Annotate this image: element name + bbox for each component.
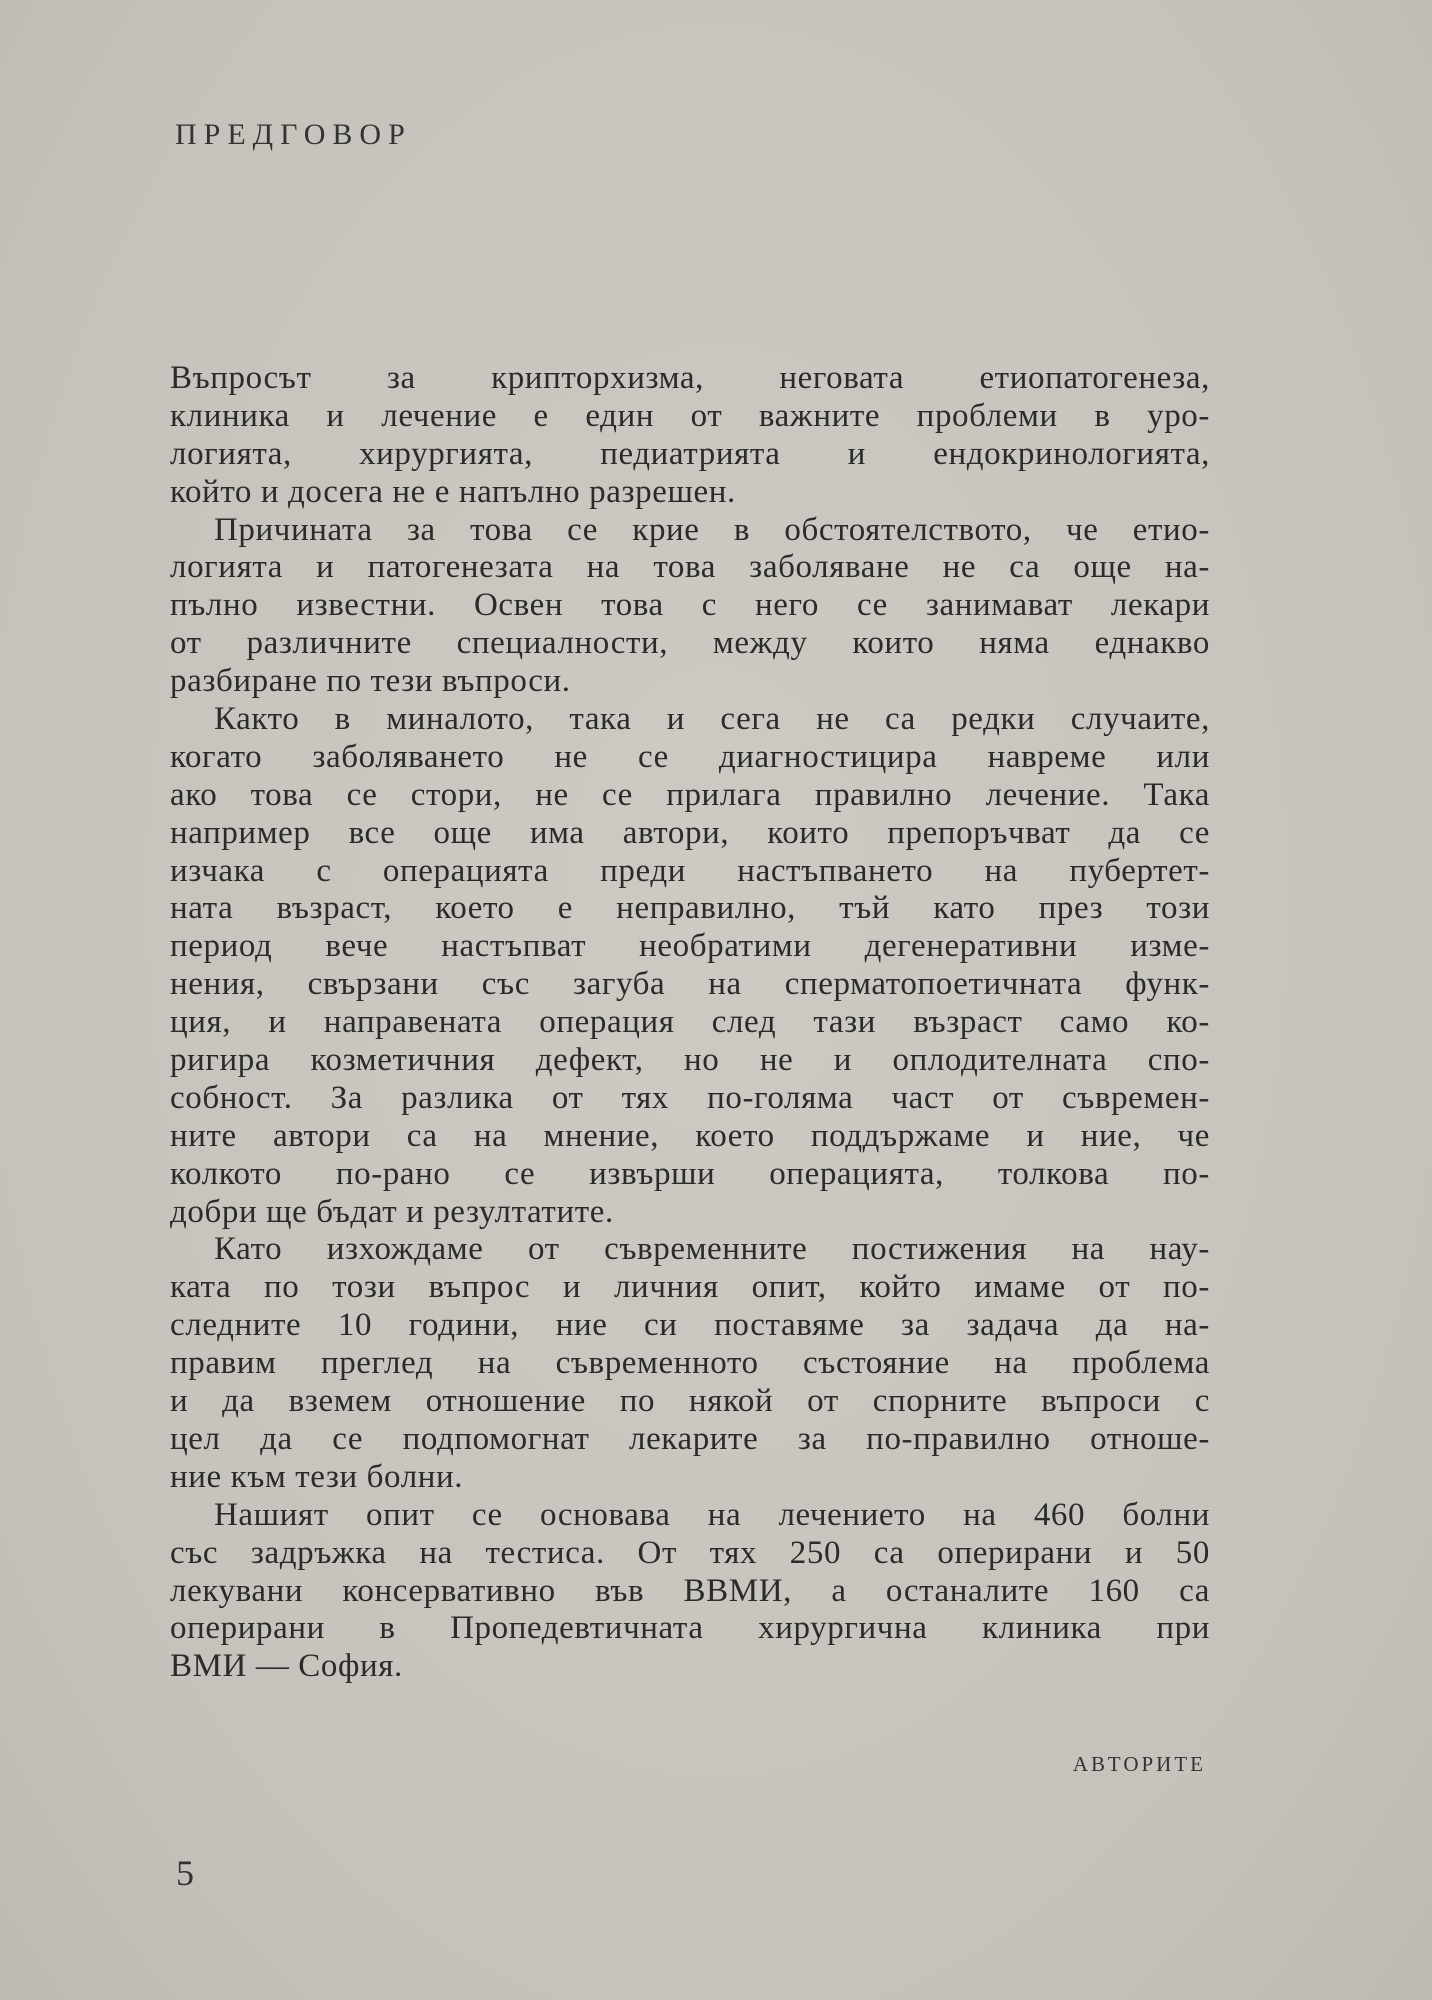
text-line: който и досега не е напълно разрешен. bbox=[170, 473, 736, 510]
text-line: цел да се подпомогнат лекарите за по-правилно отноше- bbox=[170, 1420, 1210, 1457]
text-line: нения, свързани със загуба на сперматопоетичната функ- bbox=[170, 966, 1210, 1003]
text-line: от различните специалности, между които няма еднакво bbox=[170, 625, 1210, 662]
page-number: 5 bbox=[176, 1853, 194, 1893]
text-line: добри ще бъдат и резултатите. bbox=[170, 1193, 614, 1230]
text-line: със задръжка на тестиса. От тях 250 са оперирани и 50 bbox=[170, 1534, 1210, 1571]
text-line: ция, и направената операция след тази възраст само ко- bbox=[170, 1004, 1210, 1041]
text-line: логията и патогенезата на това заболяване не са още на- bbox=[170, 549, 1210, 586]
text-line: Като изхождаме от съвременните постижения на нау- bbox=[214, 1231, 1210, 1268]
text-line: изчака с операцията преди настъпването на пубертет- bbox=[170, 852, 1210, 889]
paragraph bbox=[170, 701, 1210, 1231]
text-line: Причината за това се крие в обстоятелството, че етио- bbox=[214, 511, 1210, 548]
paragraph bbox=[170, 1497, 1210, 1686]
text-line: следните 10 години, ние си поставяме за задача да на- bbox=[170, 1307, 1210, 1344]
text-line: ните автори са на мнение, което поддържаме и ние, че bbox=[170, 1117, 1210, 1154]
text-line: ако това се стори, не се прилага правилно лечение. Така bbox=[170, 776, 1210, 813]
signature: АВТОРИТЕ bbox=[1072, 1752, 1206, 1776]
text-line: пълно известни. Освен това с него се занимават лекари bbox=[170, 587, 1210, 624]
page-title: ПРЕДГОВОР bbox=[175, 118, 412, 151]
text-line: разбиране по тези въпроси. bbox=[170, 663, 571, 700]
text-line: когато заболяването не се диагностицира навреме или bbox=[170, 738, 1210, 775]
text-line: клиника и лечение е един от важните проблеми в уро- bbox=[170, 397, 1210, 434]
text-line: Нашият опит се основава на лечението на 460 болни bbox=[214, 1496, 1210, 1533]
paragraph bbox=[170, 512, 1210, 701]
text-line: оперирани в Пропедевтичната хирургична клиника при bbox=[170, 1610, 1210, 1647]
text-line: лекувани консервативно във ВВМИ, а останалите 160 са bbox=[170, 1572, 1210, 1609]
text-line: правим преглед на съвременното състояние на проблема bbox=[170, 1345, 1210, 1382]
text-line: ната възраст, което е неправилно, тъй като през този bbox=[170, 890, 1210, 927]
text-line: ката по този въпрос и личния опит, който имаме от по- bbox=[170, 1269, 1210, 1306]
text-line: например все още има автори, които препоръчват да се bbox=[170, 814, 1210, 851]
text-line: ВМИ — София. bbox=[170, 1648, 403, 1685]
text-line: и да вземем отношение по някой от спорните въпроси с bbox=[170, 1383, 1210, 1420]
text-line: собност. За разлика от тях по-голяма част от съвремен- bbox=[170, 1079, 1210, 1116]
text-line: логията, хирургията, педиатрията и ендокринологията, bbox=[170, 435, 1210, 472]
text-line: период вече настъпват необратими дегенеративни изме- bbox=[170, 928, 1210, 965]
text-line: ние към тези болни. bbox=[170, 1458, 464, 1495]
preface-body bbox=[170, 360, 1210, 1686]
text-line: колкото по-рано се извърши операцията, толкова по- bbox=[170, 1155, 1210, 1192]
text-line: Въпросът за крипторхизма, неговата етиопатогенеза, bbox=[170, 360, 1210, 396]
text-line: Както в миналото, така и сега не са редки случаите, bbox=[214, 701, 1210, 738]
paragraph bbox=[170, 1231, 1210, 1496]
text-line: ригира козметичния дефект, но не и оплодителната спо- bbox=[170, 1042, 1210, 1079]
paragraph bbox=[170, 360, 1210, 512]
